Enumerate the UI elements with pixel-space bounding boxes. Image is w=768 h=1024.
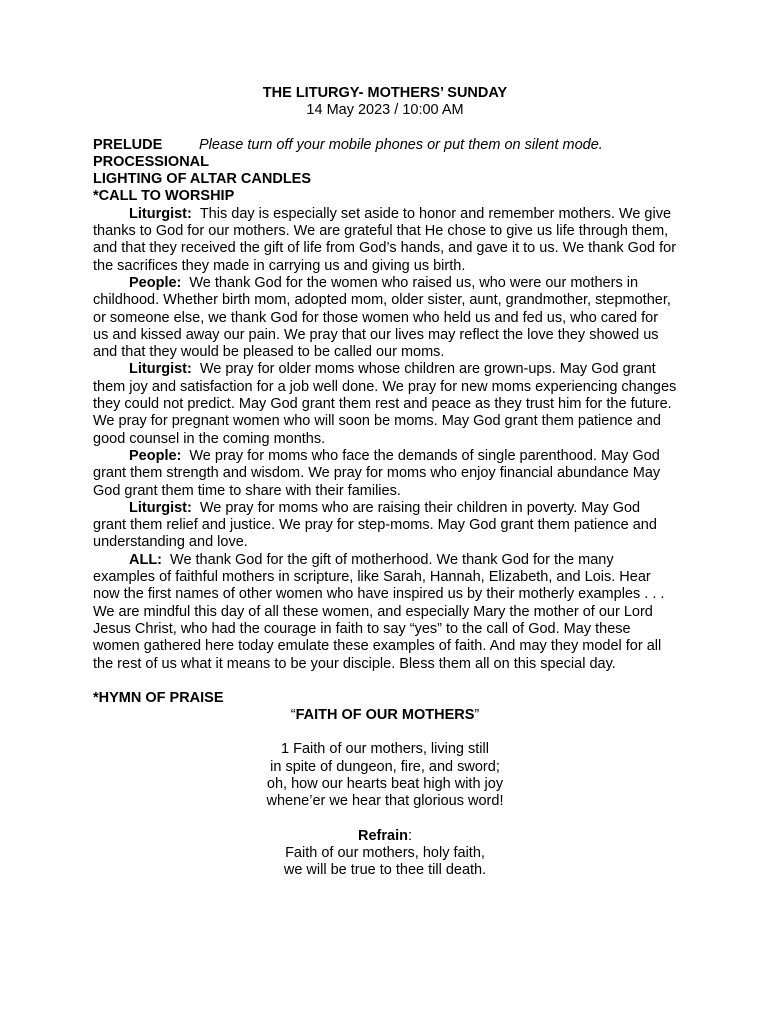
- prelude-label: PRELUDE: [93, 136, 163, 153]
- verse-line: in spite of dungeon, fire, and sword;: [270, 758, 500, 775]
- verse-line: oh, how our hearts beat high with joy: [266, 775, 504, 792]
- lighting-heading: LIGHTING OF ALTAR CANDLES: [93, 171, 312, 188]
- liturgy-text: We pray for moms who face the demands of single parenthood. May God grant them strength and wisdom. We pray for moms who enjoy financial abundance May God grant them time to share with their families.: [93, 447, 661, 499]
- liturgy-paragraph: [93, 552, 677, 673]
- liturgy-title: THE LITURGY- MOTHERS’ SUNDAY: [262, 85, 508, 101]
- speaker-label: ALL:: [129, 551, 163, 568]
- liturgy-text: We thank God for the gift of motherhood. We thank God for the many examples of faithful mothers in scripture, like Sarah, Hannah, Elizabeth, and Lois. Hear now the first names of other women who have inspired us by their motherly examples . . . We are mindful this day of all these women, and especially Mary the mother of our Lord Jesus Christ, who had the courage in faith to say “yes” to the call of God. May these women gathered here today emulate these examples of faith. And may they model for all the rest of us what it means to be your disciple. Bless them all on this special day.: [93, 551, 665, 672]
- liturgy-text: This day is especially set aside to honor and remember mothers. We give thanks to God for our mothers. We are grateful that He chose to give us life through them, and that they received the gift of life from God’s hands, and gave it to us. We thank God for the sacrifices they made in carrying us and giving us birth.: [93, 205, 677, 274]
- liturgy-paragraph: [93, 500, 677, 552]
- refrain-line: we will be true to thee till death.: [283, 862, 487, 879]
- speaker-label: Liturgist:: [129, 361, 192, 378]
- hymn-open-quote: “: [290, 707, 296, 724]
- speaker-label: Liturgist:: [129, 499, 192, 516]
- speaker-label: People:: [129, 274, 182, 291]
- hymn-section-heading: *HYMN OF PRAISE: [93, 689, 224, 706]
- processional-heading: PROCESSIONAL: [93, 153, 210, 170]
- spacer: [93, 120, 677, 137]
- refrain-colon: :: [407, 827, 412, 844]
- speaker-label: Liturgist:: [129, 205, 192, 222]
- prelude-note: Please turn off your mobile phones or put them on silent mode.: [199, 136, 603, 153]
- spacer: [93, 811, 677, 828]
- hymn-close-quote: ”: [474, 707, 480, 724]
- liturgy-text: We pray for moms who are raising their children in poverty. May God grant them relief and justice. We pray for step-moms. May God grant them patience and understanding and love.: [93, 499, 657, 551]
- refrain-heading: [93, 828, 677, 845]
- speaker-label: People:: [129, 447, 182, 464]
- spacer: [93, 673, 677, 690]
- liturgy-paragraph: [93, 361, 677, 447]
- liturgy-text: We thank God for the women who raised us, who were our mothers in childhood. Whether birth mom, adopted mom, older sister, aunt, grandmother, stepmother, or someone else, we thank God for those women who held us and fed us, who cared for us and kissed away our pain. We pray that our lives may reflect the love they showed us and that they would be pleased to be called our moms.: [93, 274, 671, 361]
- liturgy-paragraph: [93, 448, 677, 500]
- hymn-title: [93, 707, 677, 724]
- liturgy-paragraph: [93, 275, 677, 361]
- liturgy-text: We pray for older moms whose children are grown-ups. May God grant them joy and satisfaction for a job well done. We pray for new moms experiencing changes they could not predict. May God grant them rest and peace as they trust him for the future. We pray for pregnant women who will soon be moms. May God grant them patience and good counsel in the coming months.: [93, 361, 677, 447]
- hymn-title-text: FAITH OF OUR MOTHERS: [295, 707, 475, 724]
- call-to-worship-heading: *CALL TO WORSHIP: [93, 188, 235, 205]
- refrain-line: Faith of our mothers, holy faith,: [285, 844, 485, 861]
- liturgy-paragraph: [93, 206, 677, 275]
- verse-line: whene’er we hear that glorious word!: [266, 793, 504, 810]
- refrain-label: Refrain: [358, 827, 408, 844]
- spacer: [93, 724, 677, 741]
- verse-line: 1 Faith of our mothers, living still: [281, 741, 489, 758]
- prelude-line: [93, 137, 677, 154]
- document-content: [93, 85, 677, 879]
- service-date: 14 May 2023 / 10:00 AM: [306, 102, 464, 119]
